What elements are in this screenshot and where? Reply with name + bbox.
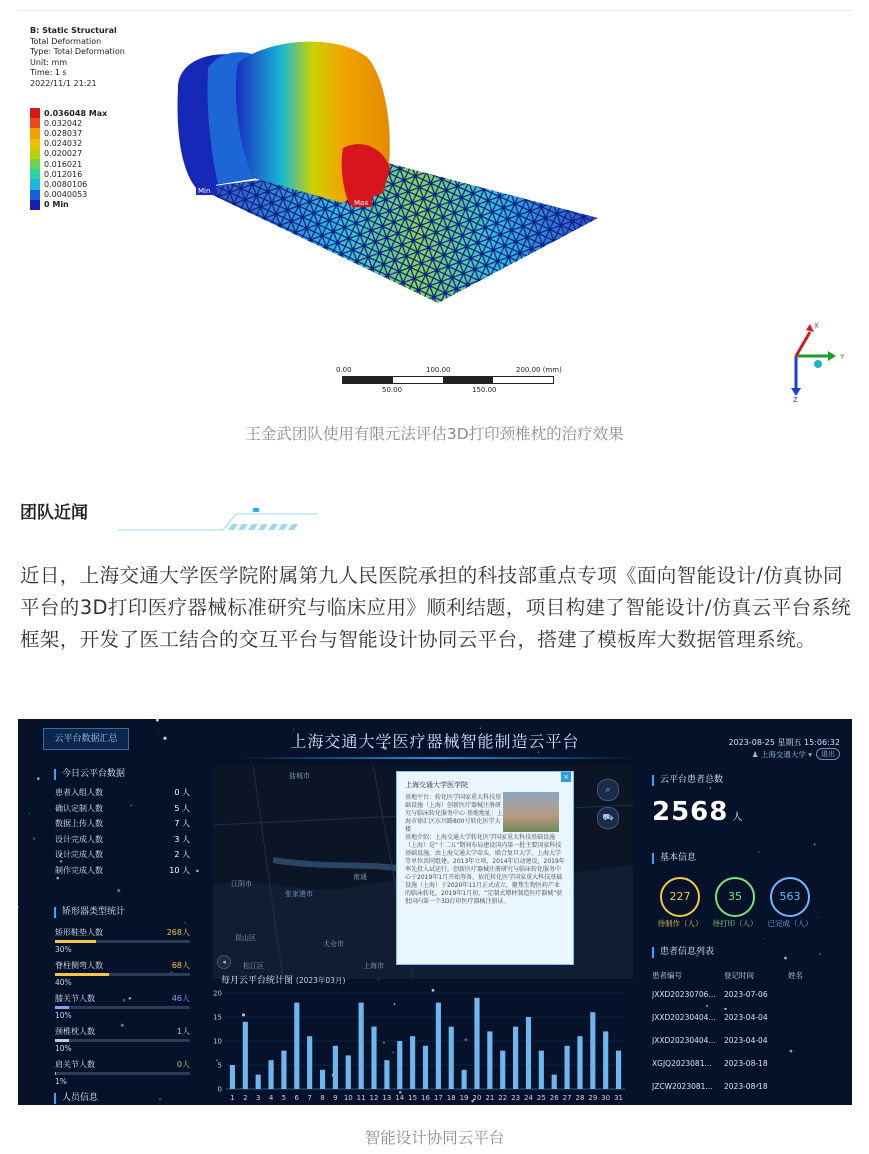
table-cell: JZCW2023081... <box>652 1082 713 1091</box>
star-dot <box>196 870 199 873</box>
star-dot <box>758 851 759 852</box>
today-stat-row <box>55 787 190 798</box>
legend-entry <box>30 108 107 118</box>
total-unit: 人 <box>732 812 744 823</box>
min-label: Min <box>198 187 211 195</box>
chart-bar <box>590 1012 595 1089</box>
x-tick-label: 7 <box>307 1094 312 1102</box>
table-row[interactable] <box>652 1029 842 1052</box>
legend-swatch <box>30 108 40 118</box>
stat-label: 设计完成人数 <box>55 850 103 859</box>
map-city-label: 松江区 <box>243 962 264 970</box>
map-city-label: 上海市 <box>363 962 384 970</box>
section-title: 团队近闻 <box>20 503 88 523</box>
legend-label: 0 Min <box>44 200 69 210</box>
x-tick-label: 31 <box>614 1094 624 1102</box>
type-stat-block <box>55 1026 190 1053</box>
popup-building-image <box>503 792 559 832</box>
legend-label: 0.012016 <box>44 169 83 179</box>
legend-entry <box>30 118 107 128</box>
fea-line: Unit: mm <box>30 57 68 67</box>
stat-label: 制作完成人数 <box>55 865 103 875</box>
chart-bar <box>552 1075 557 1089</box>
basic-stat-circle: 227 <box>660 877 700 917</box>
y-tick-label: 15 <box>213 1013 222 1022</box>
legend-swatch <box>30 159 40 169</box>
chart-bar <box>307 1036 312 1089</box>
legend-label: 0.024032 <box>44 139 83 149</box>
type-value: 68人 <box>171 961 190 970</box>
chart-bar <box>603 1031 608 1089</box>
stat-label: 设计完成人数 <box>55 834 103 844</box>
axis-x-label: X <box>814 322 819 330</box>
chart-bar <box>423 1046 428 1089</box>
x-tick-label: 21 <box>485 1094 495 1102</box>
type-label: 矫形鞋垫人数 <box>55 928 103 937</box>
dashboard-screenshot <box>18 719 852 1105</box>
table-row[interactable] <box>652 1006 842 1029</box>
x-tick-label: 20 <box>472 1094 482 1102</box>
chart-bar <box>462 1070 467 1089</box>
chart-bar <box>320 1070 325 1089</box>
legend-entry <box>30 149 107 159</box>
basic-title: 基本信息 <box>652 853 696 864</box>
table-cell: JXXD20230706... <box>652 990 716 999</box>
map-city-label: 张家港市 <box>285 890 313 898</box>
star-dot <box>117 889 120 892</box>
x-tick-label: 11 <box>356 1094 366 1102</box>
today-stat-row <box>55 849 190 860</box>
x-tick-label: 8 <box>320 1094 325 1102</box>
fea-figure <box>18 18 852 410</box>
chart-bar <box>449 1027 454 1089</box>
star-dot <box>819 953 821 955</box>
list-title: 患者信息列表 <box>652 947 714 958</box>
table-row[interactable] <box>652 1052 842 1075</box>
monthly-bar-chart <box>208 985 633 1103</box>
table-row[interactable] <box>652 1075 842 1098</box>
today-stat-row <box>55 818 190 829</box>
dashboard-title: 上海交通大学医疗器械智能制造云平台 <box>290 732 580 751</box>
user-name[interactable]: ♟ 上海交通大学 ▾ <box>751 750 812 759</box>
type-progress-bar <box>55 1072 190 1075</box>
x-tick-label: 15 <box>408 1094 418 1102</box>
chart-bar <box>410 1036 415 1089</box>
x-tick-label: 12 <box>369 1094 379 1102</box>
chart-bar <box>526 1017 531 1089</box>
chart-bar <box>397 1041 402 1089</box>
fea-line: Type: Total Deformation <box>30 47 125 56</box>
header-glow-line <box>238 757 638 759</box>
basic-stat-circle: 35 <box>715 877 755 917</box>
star-dot <box>184 922 186 924</box>
chart-bar <box>436 1003 441 1089</box>
chart-bar <box>230 1065 235 1089</box>
chart-bar <box>359 1003 364 1089</box>
basic-stat-label: 待制作（人） <box>657 919 703 928</box>
legend-label: 0.028037 <box>44 128 83 138</box>
popup-text-1: 基地平台：转化医学国家重大科技基础设施（上海）创新医疗器械注册研究与临床转化服务中心 基地地址：上海市徐汇区东川路800号转化医学大楼 <box>405 794 503 833</box>
chart-subtitle: (2023年03月) <box>295 976 346 985</box>
x-tick-label: 18 <box>446 1094 456 1102</box>
y-tick-label: 20 <box>213 989 222 998</box>
chart-title-text: 每月云平台统计图 <box>221 976 294 986</box>
total-patients <box>652 797 743 827</box>
chart-bar <box>294 1003 299 1089</box>
people-info-title: 人员信息 <box>54 1093 98 1104</box>
map-city-label: 江阴市 <box>231 880 252 888</box>
map-info-popup[interactable] <box>396 771 574 965</box>
fea-line: Time: 1 s <box>30 68 67 77</box>
x-tick-label: 13 <box>382 1094 392 1102</box>
type-stat-block <box>55 927 190 954</box>
y-tick-label: 0 <box>217 1085 222 1094</box>
legend-entry <box>30 169 107 179</box>
fea-title: B: Static Structural <box>30 26 117 35</box>
star-dot <box>763 938 764 939</box>
type-label: 颈椎枕人数 <box>55 1027 95 1036</box>
popup-text-2: 基地介绍：上海交通大学转化医学国家重大科技基础设施（上海）是“十二五”期间布局建设国内第一批主要国家科技基础设施，由上海交通大学牵头，联合复旦大学、上海大学等单位共同组建。2013年立项，2014年启动建设，2019年率先投入试运行。创新医疗器械注册研究与临床转化服务中心于2019年1月开始筹备，依托转化医学国家重大科技基础设施（上海）于2020年11月正式成立，聚焦生物医药产业的临床转化，2019年1月初，“定制式增材制造医疗器械”获批国内第一个3D打印医疗器械注册证。 <box>405 834 565 905</box>
y-tick-label: 5 <box>217 1061 222 1070</box>
x-tick-label: 30 <box>601 1094 611 1102</box>
chart-bar <box>513 1027 518 1089</box>
type-stat-line <box>55 1026 190 1037</box>
table-cell: JXXD20230404... <box>652 1013 716 1022</box>
scale-label: 200.00 (mm) <box>516 366 562 374</box>
user-label: 上海交通大学 <box>760 750 806 759</box>
map-search-icon[interactable]: ⌕ <box>597 779 619 801</box>
type-progress-bar <box>55 973 190 976</box>
stat-value: 3 人 <box>174 834 190 844</box>
table-header-cell: 登记时间 <box>724 970 754 980</box>
legend-label: 0.032042 <box>44 118 83 128</box>
x-tick-label: 26 <box>549 1094 559 1102</box>
table-cell: 2023-08-18 <box>724 1082 768 1091</box>
table-cell: 2023-04-04 <box>724 1036 768 1045</box>
axis-triad-icon <box>780 318 850 402</box>
axis-z-label: Z <box>793 396 798 402</box>
type-percent: 30% <box>55 945 72 954</box>
type-stat-line <box>55 927 190 938</box>
star-dot <box>784 957 787 960</box>
x-tick-label: 6 <box>294 1094 300 1102</box>
type-stat-block <box>55 1059 190 1086</box>
today-stat-row <box>55 865 190 876</box>
type-progress-bar <box>55 1006 190 1009</box>
patient-table <box>652 967 842 1098</box>
basic-stat-label: 已完成（人） <box>767 919 813 928</box>
map-marker-icon[interactable]: ◂ <box>217 955 231 969</box>
table-cell: JXXD20230404... <box>652 1036 716 1045</box>
figure-caption: 王金武团队使用有限元法评估3D打印颈椎枕的治疗效果 <box>245 425 624 443</box>
x-tick-label: 23 <box>511 1094 521 1102</box>
type-progress-fill <box>55 1006 69 1009</box>
star-dot <box>677 771 678 772</box>
type-label: 膝关节人数 <box>55 994 95 1003</box>
legend-label: 0.036048 Max <box>44 108 108 118</box>
x-tick-label: 17 <box>433 1094 443 1102</box>
chart-bar <box>616 1051 621 1089</box>
today-stat-row <box>55 834 190 845</box>
x-tick-label: 14 <box>395 1094 405 1102</box>
table-cell: XGJQ2023081... <box>652 1059 712 1068</box>
y-tick-label: 10 <box>213 1037 222 1046</box>
legend-swatch <box>30 179 40 189</box>
chart-bar <box>333 1046 338 1089</box>
x-tick-label: 2 <box>243 1094 248 1102</box>
dashboard-caption: 智能设计协同云平台 <box>364 1129 505 1147</box>
x-tick-label: 10 <box>343 1094 353 1102</box>
chart-bar <box>371 1027 376 1089</box>
type-progress-fill <box>55 973 109 976</box>
chart-bar <box>346 1055 351 1089</box>
table-cell: 2023-08-18 <box>724 1059 768 1068</box>
stat-value: 2 人 <box>174 850 190 859</box>
top-divider <box>18 10 852 11</box>
table-row[interactable] <box>652 983 842 1006</box>
star-dot <box>814 843 816 845</box>
x-tick-label: 27 <box>562 1094 572 1102</box>
type-value: 1人 <box>176 1027 190 1036</box>
type-progress-fill <box>55 1039 69 1042</box>
type-progress-bar <box>55 940 190 943</box>
legend-entry <box>30 179 107 189</box>
star-dot <box>33 837 35 839</box>
chart-bar <box>268 1060 273 1089</box>
stat-value: 5 人 <box>174 803 190 813</box>
stat-value: 0 人 <box>174 788 190 797</box>
legend-label: 0.0040053 <box>44 190 88 200</box>
legend-entry <box>30 159 107 169</box>
today-title: 今日云平台数据 <box>54 769 125 780</box>
map-city-label: 昆山区 <box>235 934 256 942</box>
fea-model <box>138 28 618 318</box>
table-cell: 2023-07-06 <box>724 990 768 999</box>
legend-swatch <box>30 149 40 159</box>
type-percent: 10% <box>55 1011 72 1020</box>
basic-stat-circle: 563 <box>770 877 810 917</box>
legend-swatch <box>30 169 40 179</box>
stat-label: 确认定制人数 <box>55 803 103 813</box>
x-tick-label: 25 <box>536 1094 546 1102</box>
table-cell: 2023-04-04 <box>724 1013 768 1022</box>
user-icon: ♟ <box>751 750 761 759</box>
x-tick-label: 4 <box>268 1094 274 1102</box>
chart-bar <box>500 1051 505 1089</box>
x-tick-label: 24 <box>524 1094 533 1102</box>
chart-bar <box>577 1036 582 1089</box>
fea-legend-header <box>30 26 125 89</box>
x-tick-label: 1 <box>230 1094 235 1102</box>
star-dot <box>159 1098 161 1100</box>
chart-bar <box>487 1031 492 1089</box>
map-layer-icon[interactable]: ⛟ <box>597 807 619 829</box>
type-percent: 10% <box>55 1044 72 1053</box>
scale-bar <box>334 366 564 406</box>
legend-entry <box>30 200 107 210</box>
chart-bar <box>565 1046 570 1089</box>
section-title-decoration <box>118 508 318 538</box>
summary-button[interactable]: 云平台数据汇总 <box>43 728 129 750</box>
table-header <box>652 967 842 983</box>
legend-label: 0.016021 <box>44 159 83 169</box>
max-label: Max <box>354 199 369 207</box>
star-dot <box>156 719 159 722</box>
x-tick-label: 16 <box>421 1094 430 1102</box>
chart-bar <box>539 1051 544 1089</box>
legend-swatch <box>30 128 40 138</box>
type-percent: 40% <box>55 978 72 987</box>
today-stat-row <box>55 803 190 814</box>
basic-stat-label: 待打印（人） <box>712 919 758 928</box>
type-label: 脊柱侧弯人数 <box>55 961 103 970</box>
fea-color-legend <box>30 108 107 210</box>
legend-swatch <box>30 118 40 128</box>
legend-swatch <box>30 200 40 210</box>
type-label: 肩关节人数 <box>55 1060 95 1069</box>
type-value: 268人 <box>166 928 190 937</box>
datetime: 2023-08-25 星期五 15:06:32 <box>728 738 840 747</box>
x-tick-label: 5 <box>281 1094 287 1102</box>
stat-value: 7 人 <box>174 819 190 828</box>
total-title: 云平台患者总数 <box>652 775 723 786</box>
fea-line: 2022/11/1 21:21 <box>30 78 97 88</box>
x-tick-label: 19 <box>459 1094 469 1102</box>
x-tick-label: 28 <box>575 1094 585 1102</box>
stat-value: 10 人 <box>169 865 190 875</box>
type-stat-line <box>55 1059 190 1070</box>
legend-entry <box>30 128 107 138</box>
types-title: 矫形器类型统计 <box>54 907 125 918</box>
type-percent: 1% <box>55 1077 67 1086</box>
popup-title: 上海交通大学医学院 <box>405 781 468 789</box>
fea-line: Total Deformation <box>30 36 102 46</box>
type-stat-line <box>55 960 190 971</box>
x-tick-label: 29 <box>588 1094 598 1102</box>
table-header-cell: 姓名 <box>788 970 803 980</box>
star-dot <box>710 787 712 789</box>
type-progress-bar <box>55 1039 190 1042</box>
star-dot <box>18 906 19 908</box>
legend-label: 0.020027 <box>44 149 83 159</box>
type-stat-line <box>55 993 190 1004</box>
x-tick-label: 9 <box>333 1094 338 1102</box>
chart-bar <box>256 1075 261 1089</box>
total-value: 2568 <box>652 797 729 827</box>
legend-label: 0.0080106 <box>44 179 88 189</box>
x-tick-label: 3 <box>255 1094 261 1102</box>
star-dot <box>37 777 40 780</box>
star-dot <box>29 813 30 814</box>
legend-entry <box>30 190 107 200</box>
type-stat-block <box>55 993 190 1020</box>
chart-bar <box>243 1022 248 1089</box>
type-value: 46人 <box>171 994 190 1003</box>
scale-label: 0.00 <box>336 366 352 374</box>
stat-label: 患者入组人数 <box>55 788 103 797</box>
legend-entry <box>30 139 107 149</box>
table-header-cell: 患者编号 <box>652 970 682 980</box>
map-city-label: 太仓市 <box>323 940 344 948</box>
axis-y-label: Y <box>840 353 845 361</box>
chart-bar <box>384 1060 389 1089</box>
stat-label: 数据上传人数 <box>55 819 103 828</box>
legend-swatch <box>30 139 40 149</box>
x-tick-label: 22 <box>498 1094 508 1102</box>
scale-label: 150.00 <box>472 386 497 394</box>
chart-bar <box>281 1051 286 1089</box>
star-dot <box>60 860 62 862</box>
popup-close-icon[interactable]: × <box>561 772 571 782</box>
news-paragraph: 近日，上海交通大学医学院附属第九人民医院承担的科技部重点专项《面向智能设计/仿真协同平台的3D打印医疗器械标准研究与临床应用》顺利结题，项目构建了智能设计/仿真云平台系统框架，开发了医工结合的交互平台与智能设计协同云平台，搭建了模板库大数据管理系统。 <box>20 564 852 651</box>
type-value: 0人 <box>176 1060 190 1069</box>
type-stat-block <box>55 960 190 987</box>
chart-bar <box>474 998 479 1089</box>
legend-swatch <box>30 190 40 200</box>
type-progress-fill <box>55 940 96 943</box>
map-city-label: 南通 <box>353 873 367 881</box>
scale-label: 50.00 <box>382 386 403 394</box>
type-progress-fill <box>55 1072 56 1075</box>
map-city-label: 盐城市 <box>289 772 310 780</box>
exit-button[interactable]: 退出 <box>816 748 840 760</box>
star-dot <box>56 877 59 880</box>
scale-label: 100.00 <box>426 366 451 374</box>
